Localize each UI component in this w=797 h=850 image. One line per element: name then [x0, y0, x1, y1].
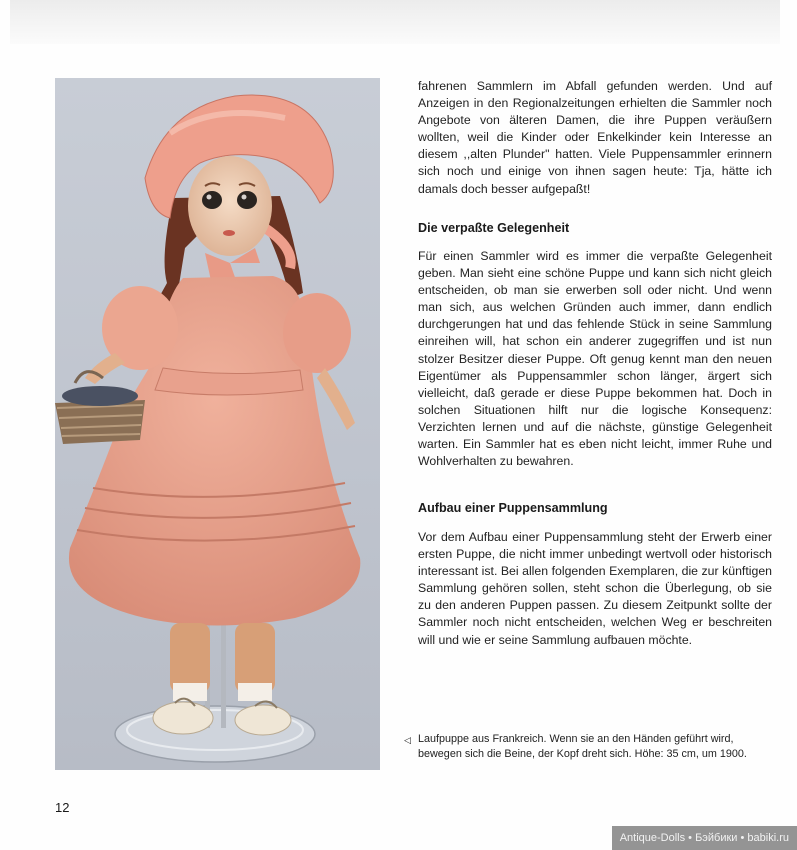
doll-sleeve-right: [283, 293, 351, 373]
doll-shoe-left: [153, 702, 213, 734]
page-number: 12: [55, 800, 70, 815]
doll-photo: [55, 78, 380, 770]
page-top-shadow: [10, 0, 780, 44]
paragraph-text: Für einen Sammler wird es immer die verpaßte Gelegenheit geben. Man sieht eine schöne Puppe und kann sich nicht gleich entscheiden, ob man sie erwerben soll oder nicht. Und wenn man sich, aus welchen Gründen auch immer, dann endlich durchgerungen hat und das fehlende Stück in seine Sammlung einreihen will, hat schon ein anderer zugegriffen und ist nun stolzer Besitzer dieser Puppe. Oft genug kennt man den neuen Eigentümer als Puppensammler schon länger, ärgert sich vielleicht, daß gerade er diese Puppe bekommen hat. Doch in solchen Situationen hilft nur die logische Konsequenz: Verzichten lernen und auf die nächste, günstige Gelegenheit warten. Ein Sammler hat es eben nicht leicht, immer Ruhe und Wohlverhalten zu bewahren.: [418, 249, 772, 469]
doll-leg-left: [170, 623, 210, 693]
doll-eye-right: [237, 191, 257, 209]
doll-eye-left: [202, 191, 222, 209]
section-heading-2: Aufbau einer Puppensammlung: [418, 501, 608, 515]
doll-face: [188, 156, 272, 256]
caption-text: Laufpuppe aus Frankreich. Wenn sie an den Händen geführt wird, bewegen sich die Beine, der Kopf dreht sich. Höhe: 35 cm, um 1900.: [418, 733, 747, 760]
caption-arrow-icon: ◁: [404, 735, 411, 745]
flower-basket: [55, 372, 145, 444]
doll-shoe-right: [235, 705, 291, 735]
photo-caption: [404, 732, 774, 761]
paragraph-text: fahrenen Sammlern im Abfall gefunden werden. Und auf Anzeigen in den Regionalzeitungen erhielten die Sammler noch Angebote von älteren Damen, die ihre Puppen veräußern wollten, weil die Kinder oder Enkelkinder kein Interesse an diesem ,,alten Plunder" hatten. Viele Puppensammler erinnern sich noch und einige von ihnen sagen heute: Tja, hätte ich damals doch besser aufgepaßt!: [418, 79, 772, 196]
body-paragraph-2: [418, 248, 772, 470]
paragraph-text: Vor dem Aufbau einer Puppensammlung steht der Erwerb einer ersten Puppe, die nicht immer unbedingt wertvoll oder historisch interessant ist. Bei allen folgenden Exemplaren, die zur künftigen Sammlung gehören sollen, steht schon die Überlegung, ob sie zu den anderen Puppen passen. Zu diesem Zeitpunkt sollte der Sammler noch nicht entscheiden, welchen Weg er beschreiten will und wie er seine Sammlung aufbauen möchte.: [418, 530, 772, 647]
body-paragraph-1: [418, 78, 772, 198]
body-paragraph-3: [418, 529, 772, 649]
doll-leg-right: [235, 623, 275, 693]
watermark: Antique-Dolls • Бэйбики • babiki.ru: [612, 826, 797, 850]
section-heading-1: Die verpaßte Gelegenheit: [418, 221, 570, 235]
